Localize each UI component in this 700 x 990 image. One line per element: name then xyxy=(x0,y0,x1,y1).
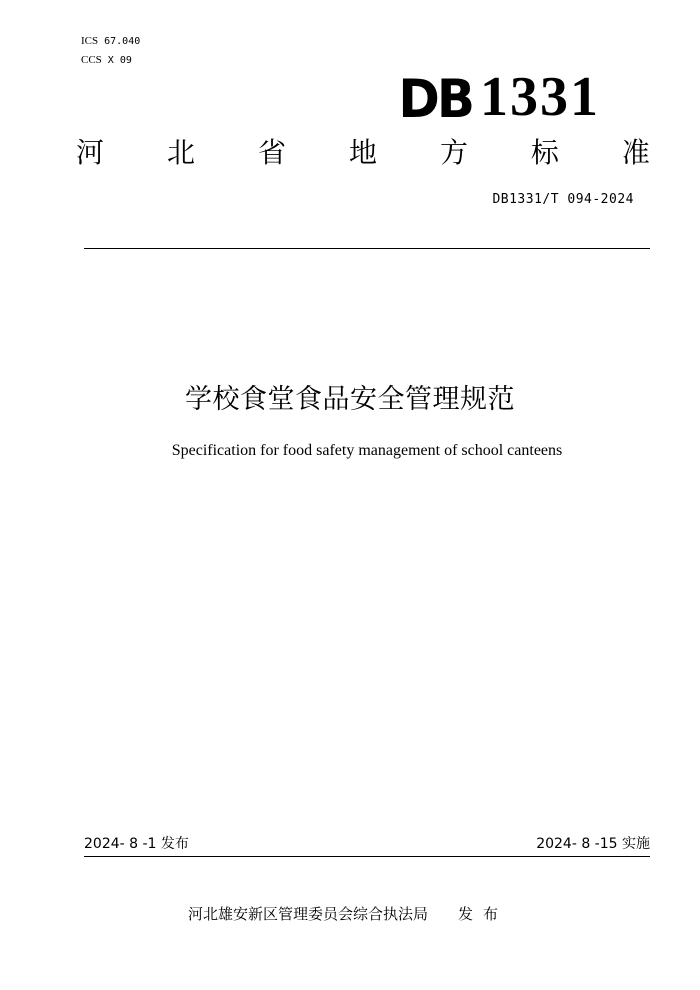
document-title-english: Specification for food safety management of school canteens xyxy=(171,442,563,459)
standard-mark-prefix: DB xyxy=(398,68,472,130)
standard-mark xyxy=(398,60,600,130)
standard-type-char: 省 xyxy=(257,136,286,169)
ics-code: 67.040 xyxy=(104,36,141,47)
footer-divider xyxy=(84,856,650,857)
standard-type-char: 河 xyxy=(76,136,105,169)
ics-classification xyxy=(81,34,140,49)
standard-type-char: 北 xyxy=(166,136,195,169)
header-divider xyxy=(84,248,650,249)
standard-type-title xyxy=(76,133,650,173)
issuer-action: 发布 xyxy=(458,905,509,923)
standard-type-char: 方 xyxy=(439,136,468,169)
standard-mark-number: 1331 xyxy=(480,66,600,128)
document-title-chinese: 学校食堂食品安全管理规范 xyxy=(185,384,515,415)
publish-date: 2024- 8 -1 发布 xyxy=(84,836,189,852)
standard-type-char: 标 xyxy=(530,136,559,169)
issuer xyxy=(188,903,508,925)
standard-type-char: 准 xyxy=(621,136,650,169)
standard-type-char: 地 xyxy=(348,136,377,169)
standard-code: DB1331/T 094-2024 xyxy=(492,192,634,207)
ccs-classification xyxy=(81,53,132,68)
ccs-code: X 09 xyxy=(107,55,132,66)
ics-label: ICS xyxy=(81,35,99,47)
issuer-name: 河北雄安新区管理委员会综合执法局 xyxy=(188,905,429,923)
ccs-label: CCS xyxy=(81,54,102,66)
implement-date: 2024- 8 -15 实施 xyxy=(536,836,650,852)
